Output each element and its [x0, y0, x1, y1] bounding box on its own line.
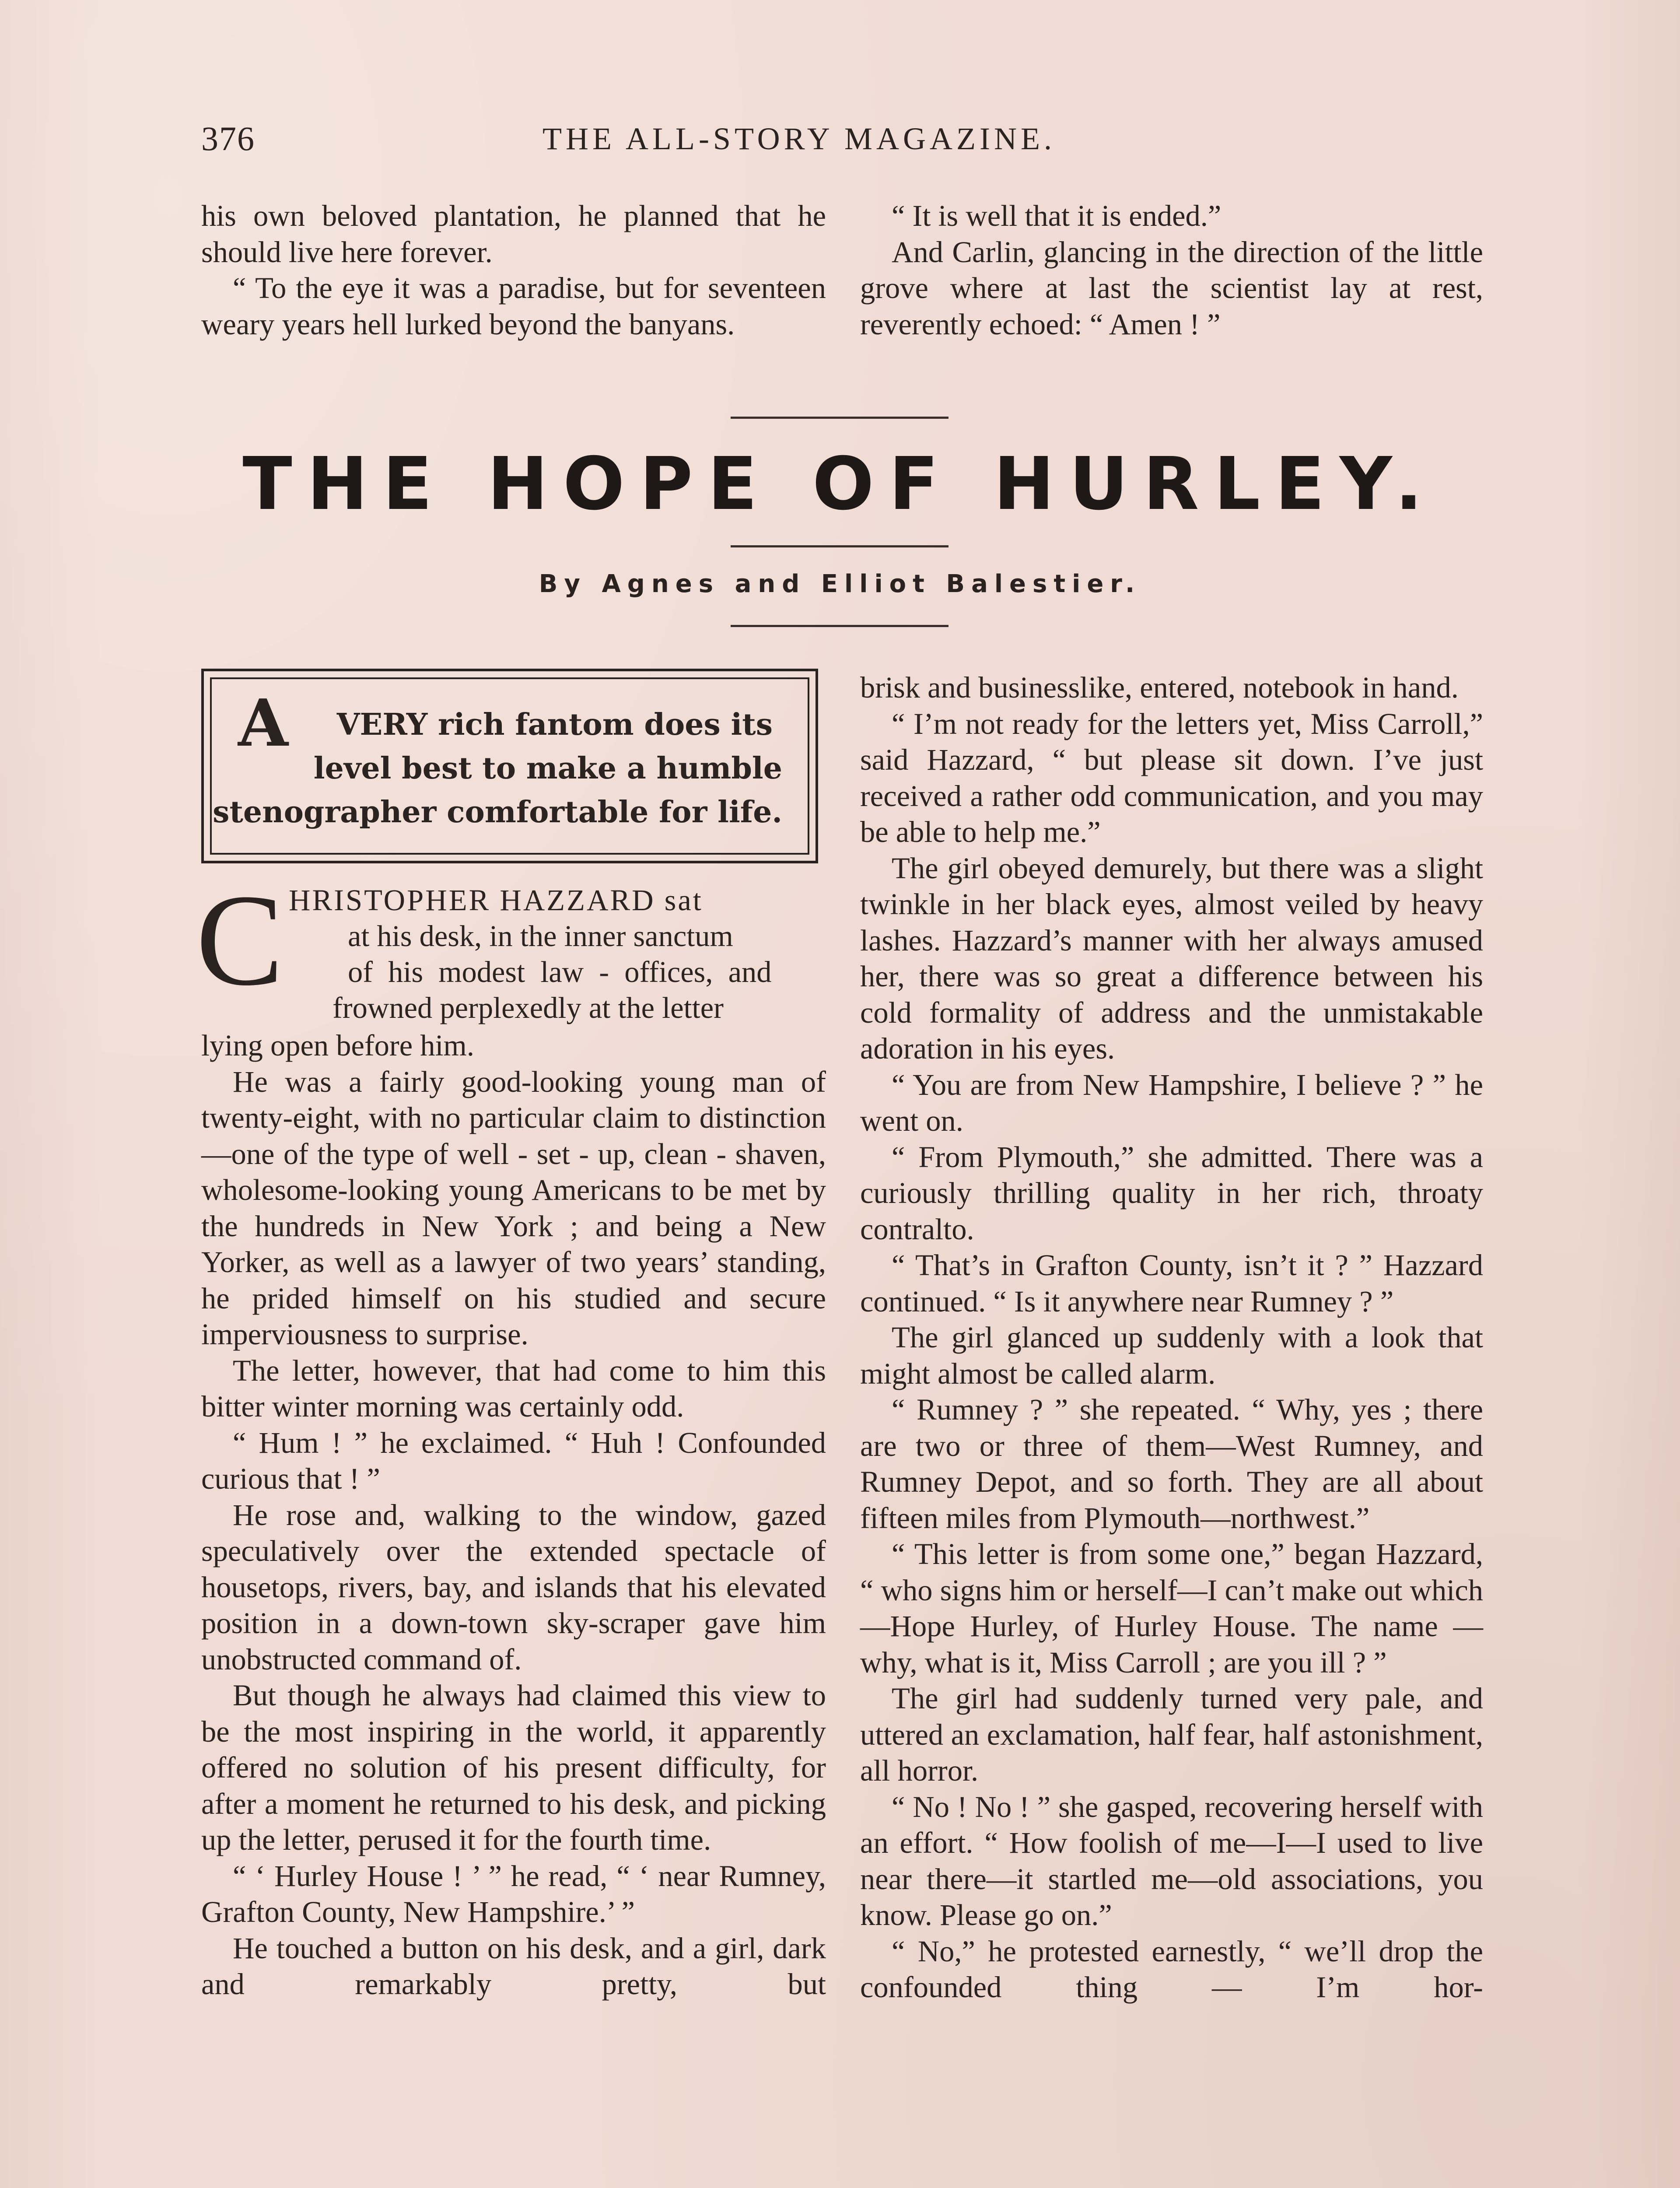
lede-line: at his desk, in the inner sanctum: [348, 919, 733, 953]
paragraph: “ I’m not ready for the letters yet, Miss Carroll,” said Hazzard, “ but please sit down. I’ve just received a rather odd communication, and you may be able to help me.”: [860, 707, 1483, 849]
drop-cap: C: [196, 867, 284, 1013]
paragraph: He rose and, walking to the window, gazed speculatively over the extended spectacle of housetops, rivers, bay, and islands that his elevated position in a down-town sky-scraper gave him unobstructed command of.: [201, 1498, 826, 1676]
paragraph: “ Hum ! ” he exclaimed. “ Huh ! Confounded curious that ! ”: [201, 1426, 826, 1495]
lede-line: of his modest law - offices, and: [348, 955, 772, 989]
paragraph: “ ‘ Hurley House ! ’ ” he read, “ ‘ near Rumney, Grafton County, New Hampshire.’ ”: [201, 1859, 826, 1929]
title-rule-middle: [731, 545, 948, 547]
paragraph: And Carlin, glancing in the direction of the little grove where at last the scientist lay at rest, reverently echoed: “ Amen ! ”: [860, 235, 1483, 341]
paragraph: The letter, however, that had come to him this bitter winter morning was certainly odd.: [201, 1353, 826, 1423]
paragraph: “ Rumney ? ” she repeated. “ Why, yes ; there are two or three of them—West Rumney, and Rumney Depot, and so forth. They are all about fifteen miles from Plymouth—northwest.”: [860, 1393, 1483, 1535]
story-right-column: [860, 670, 1483, 2006]
paragraph: The girl glanced up suddenly with a look that might almost be called alarm.: [860, 1321, 1483, 1390]
paragraph: “ No ! No ! ” she gasped, recovering herself with an effort. “ How foolish of me—I—I used to live near there—it startled me—old associations, you know. Please go on.”: [860, 1790, 1483, 1932]
title-rule-top: [731, 417, 948, 419]
previous-story-left-column: [201, 198, 826, 342]
blurb-box: [201, 669, 818, 863]
paragraph: his own beloved plantation, he planned that he should live here forever.: [201, 199, 826, 269]
paragraph: He touched a button on his desk, and a girl, dark and remarkably pretty, but: [201, 1931, 826, 2001]
lede-line: frowned perplexedly at the letter: [332, 991, 724, 1024]
blurb-line: level best to make a humble: [313, 751, 782, 786]
paragraph: The girl had suddenly turned very pale, and uttered an exclamation, half fear, half astonishment, all horror.: [860, 1682, 1483, 1787]
blurb-line: VERY rich fantom does its: [336, 707, 773, 742]
blurb-line: stenographer comfortable for life.: [213, 795, 782, 830]
blurb-initial: A: [238, 685, 288, 761]
lede-line: HRISTOPHER HAZZARD sat: [289, 884, 703, 917]
paragraph: But though he always had claimed this view to be the most inspiring in the world, it apparently offered no solution of his present difficulty, for after a moment he returned to his desk, and picking up the letter, perused it for the fourth time.: [201, 1679, 826, 1856]
paragraph: brisk and businesslike, entered, notebook in hand.: [860, 671, 1459, 704]
paragraph: “ From Plymouth,” she admitted. There was a curiously thrilling quality in her rich, throaty contralto.: [860, 1140, 1483, 1246]
page-number: 376: [201, 119, 255, 158]
paragraph: “ No,” he protested earnestly, “ we’ll drop the confounded thing — I’m hor-: [860, 1934, 1483, 2004]
byline: By Agnes and Elliot Balestier.: [539, 570, 1141, 598]
previous-story-right-column: [860, 198, 1483, 342]
title-rule-bottom: [731, 625, 948, 627]
paragraph: The girl obeyed demurely, but there was a slight twinkle in her black eyes, almost veiled by heavy lashes. Hazzard’s manner with her always amused her, there was so great a difference between his cold formality of address and the unmistakable adoration in his eyes.: [860, 851, 1483, 1065]
blurb-inner-frame: [210, 677, 809, 855]
paragraph: He was a fairly good-looking young man of twenty-eight, with no particular claim to distinction—one of the type of well - set - up, clean - shaven, wholesome-looking young Americans to be met by the hundreds in New York ; and being a New Yorker, as well as a lawyer of two years’ standing, he prided himself on his studied and secure imperviousness to surprise.: [201, 1065, 826, 1351]
story-title: THE HOPE OF HURLEY.: [242, 442, 1438, 526]
paragraph: lying open before him.: [201, 1029, 474, 1062]
paragraph: “ That’s in Grafton County, isn’t it ? ” Hazzard continued. “ Is it anywhere near Rumney ? ”: [860, 1248, 1483, 1318]
story-left-column: [201, 1027, 826, 2002]
running-head: THE ALL-STORY MAGAZINE.: [542, 121, 1056, 156]
paragraph: “ It is well that it is ended.”: [892, 199, 1222, 232]
paragraph: “ You are from New Hampshire, I believe ? ” he went on.: [860, 1068, 1483, 1137]
paragraph: “ To the eye it was a paradise, but for seventeen weary years hell lurked beyond the banyans.: [201, 271, 826, 341]
paragraph: “ This letter is from some one,” began Hazzard, “ who signs him or herself—I can’t make out which—Hope Hurley, of Hurley House. The name — why, what is it, Miss Carroll ; are you ill ? ”: [860, 1537, 1483, 1679]
